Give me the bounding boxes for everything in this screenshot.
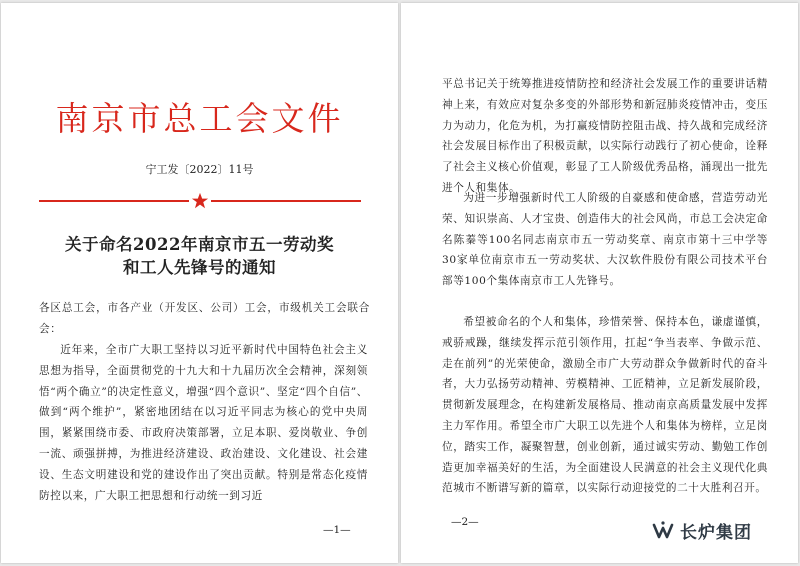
watermark: [651, 517, 752, 543]
body-paragraph-decision: 为进一步增强新时代工人阶级的自豪感和使命感，营造劳动光荣、知识崇高、人才宝贵、创造伟大的社会风尚，市总工会决定命名陈蓁等100名同志南京市五一劳动奖章、南京市第十三中学等30家单位南京市五一劳动奖状、大汉软件股份有限公司技术平台部等100个集体南京市工人先锋号。: [442, 192, 768, 288]
wechat-channel-icon: [651, 518, 675, 542]
document-number: 宁工发〔2022〕11号: [145, 163, 254, 176]
page-number: —2—: [451, 516, 479, 528]
notice-title-line1: 关于命名2022年南京市五一劳动奖: [65, 235, 334, 254]
document-page-1: [1, 3, 398, 563]
addressee: 各区总工会，市各产业（开发区、公司）工会，市级机关工会联合会：: [39, 302, 370, 335]
red-divider-left: [39, 200, 189, 202]
watermark-text: 长炉集团: [680, 522, 752, 543]
star-icon: [191, 192, 209, 210]
masthead: 南京市总工会文件: [55, 99, 344, 138]
body-paragraph-continued: 平总书记关于统筹推进疫情防控和经济社会发展工作的重要讲话精神上来，有效应对复杂多变的外部形势和新冠肺炎疫情冲击，变压力为动力，化危为机，为打赢疫情防控阻击战、持久战和完成经济社会发展目标作出了积极贡献，以实际行动践行了初心使命，诠释了社会主义核心价值观，彰显了工人阶级优秀品格，涌现出一批先进个人和集体。: [442, 78, 768, 194]
body-paragraph: 近年来，全市广大职工坚持以习近平新时代中国特色社会主义思想为指导，全面贯彻党的十九大和十九届历次全会精神，深刻领悟“两个确立”的决定性意义，增强“四个意识”、坚定“四个自信”、做到“两个维护”，紧密地团结在以习近平同志为核心的党中央周围，紧紧围绕市委、市政府决策部署，立足本职、爱岗敬业、争创一流、顽强拼搏，为推进经济建设、政治建设、文化建设、社会建设、生态文明建设和党的建设作出了突出贡献。特别是常态化疫情防控以来，广大职工把思想和行动统一到习近: [39, 344, 368, 502]
document-page-2: [401, 3, 798, 563]
notice-title-line2: 和工人先锋号的通知: [123, 258, 276, 277]
red-divider-right: [211, 200, 361, 202]
body-paragraph-expectation: 希望被命名的个人和集体，珍惜荣誉、保持本色，谦虚谨慎，戒骄戒躁，继续发挥示范引领作用，扛起“争当表率、争做示范、走在前列”的光荣使命，激励全市广大劳动群众争做新时代的奋斗者，大力弘扬劳动精神、劳模精神、工匠精神，立足新发展阶段，贯彻新发展理念，在构建新发展格局、推动南京高质量发展中发挥主力军作用。希望全市广大职工以先进个人和集体为榜样，立足岗位，踏实工作，凝聚智慧，创业创新，通过诚实劳动、勤勉工作创造更加幸福美好的生活，为全面建设人民满意的社会主义现代化典范城市不断谱写新的篇章，以实际行动迎接党的二十大胜利召开。: [442, 316, 768, 495]
page-number: —1—: [323, 524, 351, 536]
